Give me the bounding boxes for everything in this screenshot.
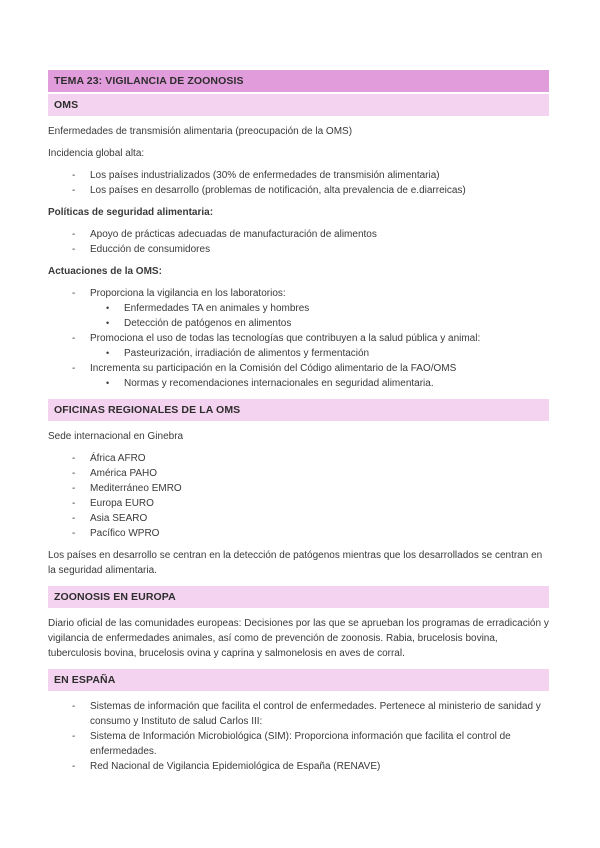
dash-bullet: - <box>72 185 76 196</box>
list-item <box>48 759 549 774</box>
section-header-oficinas: OFICINAS REGIONALES DE LA OMS <box>48 399 549 421</box>
dash-bullet: - <box>72 483 76 494</box>
dash-bullet: - <box>72 333 76 344</box>
list-item <box>48 183 549 198</box>
list-item-text: Promociona el uso de todas las tecnologías que contribuyen a la salud pública y animal: <box>90 333 481 344</box>
oficinas-list <box>48 451 549 541</box>
paragraph-actuaciones: Actuaciones de la OMS: <box>48 266 162 277</box>
dash-bullet: - <box>72 468 76 479</box>
list-item <box>48 331 549 346</box>
list-item-text: Mediterráneo EMRO <box>90 483 182 494</box>
dash-bullet: - <box>72 170 76 181</box>
list-item-text: Apoyo de prácticas adecuadas de manufacturación de alimentos <box>90 229 377 240</box>
list-item <box>48 227 549 242</box>
sub-list-item-text: Pasteurización, irradiación de alimentos y fermentación <box>124 348 370 359</box>
sub-list-item <box>48 346 549 361</box>
list-item <box>48 286 549 301</box>
dash-bullet: - <box>72 513 76 524</box>
dot-bullet: • <box>106 303 110 313</box>
section-header-europa: ZOONOSIS EN EUROPA <box>48 586 549 608</box>
incidencia-list <box>48 168 549 198</box>
politicas-list <box>48 227 549 257</box>
paragraph-sede: Sede internacional en Ginebra <box>48 431 184 442</box>
list-item-text: Educción de consumidores <box>90 244 211 255</box>
paragraph-politicas: Políticas de seguridad alimentaria: <box>48 207 214 218</box>
list-item <box>48 699 549 729</box>
paragraph-incidencia: Incidencia global alta: <box>48 148 145 159</box>
list-item-text: Los países en desarrollo (problemas de notificación, alta prevalencia de e.diarreicas) <box>90 185 466 196</box>
sub-list-item <box>48 376 549 391</box>
list-item-text: Incrementa su participación en la Comisión del Código alimentario de la FAO/OMS <box>90 363 457 374</box>
sub-list-item-text: Enfermedades TA en animales y hombres <box>124 303 310 314</box>
list-item-text: Red Nacional de Vigilancia Epidemiológica de España (RENAVE) <box>90 761 381 772</box>
document-content <box>48 70 549 781</box>
list-item <box>48 496 549 511</box>
list-item-text: África AFRO <box>90 453 146 464</box>
dot-bullet: • <box>106 348 110 358</box>
sub-list-item-text: Normas y recomendaciones internacionales en seguridad alimentaria. <box>124 378 434 389</box>
dot-bullet: • <box>106 378 110 388</box>
list-item-text: América PAHO <box>90 468 158 479</box>
paragraph-paises: Los países en desarrollo se centran en la detección de patógenos mientras que los desarrollados se centran en la seguridad alimentaria. <box>48 550 543 576</box>
list-item-text: Sistema de Información Microbiológica (SIM): Proporciona información que facilita el control de enfermedades. <box>90 731 511 757</box>
dash-bullet: - <box>72 498 76 509</box>
list-item-text: Proporciona la vigilancia en los laboratorios: <box>90 288 286 299</box>
dash-bullet: - <box>72 731 76 742</box>
dash-bullet: - <box>72 244 76 255</box>
list-item <box>48 466 549 481</box>
list-item <box>48 481 549 496</box>
title-bar: TEMA 23: VIGILANCIA DE ZOONOSIS <box>48 70 549 92</box>
list-item-text: Europa EURO <box>90 498 154 509</box>
list-item <box>48 511 549 526</box>
list-item <box>48 242 549 257</box>
dash-bullet: - <box>72 363 76 374</box>
section-header-espana: EN ESPAÑA <box>48 669 549 691</box>
list-item-text: Pacífico WPRO <box>90 528 160 539</box>
paragraph-transmision: Enfermedades de transmisión alimentaria (preocupación de la OMS) <box>48 126 353 137</box>
list-item <box>48 451 549 466</box>
sub-list-item <box>48 316 549 331</box>
list-item <box>48 168 549 183</box>
list-item <box>48 729 549 759</box>
paragraph-diario: Diario oficial de las comunidades europeas: Decisiones por las que se aprueban los programas de erradicación y vigilancia de enfermedades animales, así como de prevención de zoonosis. Rabia, brucelosis bovina, tuberculosis bovina, brucelosis ovina y caprina y salmonelosis en aves de corral. <box>48 618 549 659</box>
list-item-text: Los países industrializados (30% de enfermedades de transmisión alimentaria) <box>90 170 440 181</box>
dash-bullet: - <box>72 761 76 772</box>
section-header-oms: OMS <box>48 94 549 116</box>
sub-list-item <box>48 301 549 316</box>
dash-bullet: - <box>72 453 76 464</box>
dash-bullet: - <box>72 288 76 299</box>
dash-bullet: - <box>72 229 76 240</box>
espana-list <box>48 699 549 774</box>
list-item <box>48 361 549 376</box>
dot-bullet: • <box>106 318 110 328</box>
actuaciones-list <box>48 286 549 391</box>
dash-bullet: - <box>72 701 76 712</box>
sub-list-item-text: Detección de patógenos en alimentos <box>124 318 292 329</box>
list-item <box>48 526 549 541</box>
dash-bullet: - <box>72 528 76 539</box>
list-item-text: Asia SEARO <box>90 513 148 524</box>
list-item-text: Sistemas de información que facilita el control de enfermedades. Pertenece al ministerio de sanidad y consumo y Instituto de salud Carlos III: <box>90 701 541 727</box>
